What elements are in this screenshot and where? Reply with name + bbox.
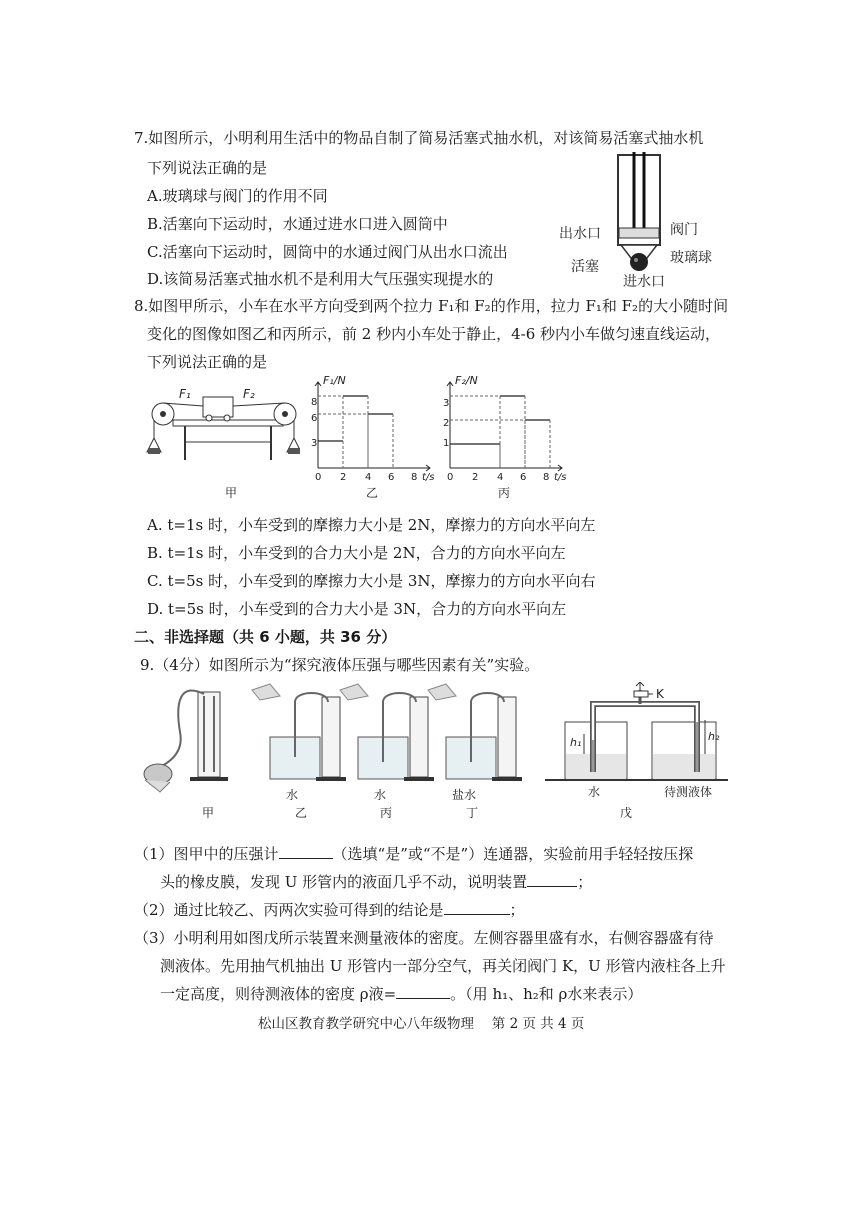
bing-xlabel: t/s [554,472,567,483]
label-outlet: 出水口 [559,226,601,242]
q9-stem: 9.（4分）如图所示为“探究液体压强与哪些因素有关”实验。 [140,656,540,674]
fig-ding-beaker [428,684,522,820]
q8-option-c: C. t=5s 时，小车受到的摩擦力大小是 3N，摩擦力的方向水平向右 [147,572,596,590]
caption-yi: 乙 [366,486,379,500]
label-water-wu: 水 [588,785,601,799]
q9-part3-line2: 测液体。先用抽气机抽出 U 形管内一部分空气，再关闭阀门 K，U 形管内液柱各上升 [160,957,726,975]
q9-part2 [134,899,525,921]
section2-title: 二、非选择题（共 6 小题，共 36 分） [134,628,397,646]
label-f2: F₂ [243,387,255,401]
bing-ytick-1: 1 [443,438,450,449]
q9-part3-text-d: 。（用 h₁、h₂和 ρ水来表示） [450,985,643,1003]
q9-part1-line1 [134,843,693,865]
bing-xtick-6: 6 [520,472,527,483]
q9-answer-blank-1[interactable] [279,844,333,859]
q9-answer-blank-3[interactable] [444,900,510,915]
q8-fig-jia [145,380,300,500]
fig-jia-manometer [144,690,228,820]
label-inlet: 进水口 [623,274,665,290]
q9-part1-line2 [160,871,592,893]
yi-xtick-0: 0 [315,472,322,483]
bing-xtick-4: 4 [497,472,504,483]
q9-part3-line3 [160,983,642,1005]
q7-stem-line2: 下列说法正确的是 [147,159,268,177]
q9-part2-text-b: ； [509,901,525,919]
yi-xtick-8: 8 [411,472,418,483]
bing-ytick-3: 3 [443,398,450,409]
label-jia: 甲 [202,806,215,820]
fig-wu-density-apparatus [545,682,728,820]
q7-option-b: B.活塞向下运动时，水通过进水口进入圆筒中 [147,215,448,233]
label-valve: 阀门 [670,222,698,238]
fig-bing-beaker [340,684,434,820]
q9-part1-text-c: 头的橡皮膜，发现 U 形管内的液面几乎不动，说明装置 [160,873,528,891]
q9-part3-text-c: 一定高度，则待测液体的密度 ρ液= [160,985,397,1003]
label-bing: 丙 [380,806,393,820]
q9-part1-text-b: （选填“是”或“不是”）连通器，实验前用手轻轻按压探 [332,845,694,863]
label-water-yi: 水 [286,788,299,802]
yi-xlabel: t/s [422,472,435,483]
label-ding: 丁 [466,806,479,820]
bing-ylabel: F₂/N [455,374,478,387]
yi-ytick-3: 3 [311,438,318,449]
label-brine: 盐水 [452,788,477,802]
q8-stem-line3: 下列说法正确的是 [147,353,268,371]
yi-ytick-6: 6 [311,413,318,424]
q9-answer-blank-2[interactable] [527,872,577,887]
q7-option-c: C.活塞向下运动时，圆筒中的水通过阀门从出水口流出 [147,243,508,261]
bing-xtick-0: 0 [447,472,454,483]
q8-stem-line1: 8.如图甲所示，小车在水平方向受到两个拉力 F₁和 F₂的作用，拉力 F₁和 F₂的大小随时间 [134,297,729,315]
q8-chart-yi [300,370,440,505]
q9-part3-line1: （3）小明利用如图戊所示装置来测量液体的密度。左侧容器里盛有水，右侧容器盛有待 [134,929,714,947]
bing-ytick-2: 2 [443,418,450,429]
fig-yi-beaker [252,684,346,820]
label-k: K [656,687,664,701]
label-f1: F₁ [179,387,191,401]
bing-xtick-8: 8 [543,472,550,483]
q9-figures [140,682,730,830]
caption-bing: 丙 [498,486,511,500]
label-glass-ball: 玻璃球 [670,250,712,266]
q9-answer-blank-4[interactable] [396,984,450,999]
label-piston: 活塞 [571,259,599,275]
q8-option-b: B. t=1s 时，小车受到的合力大小是 2N，合力的方向水平向左 [147,544,566,562]
yi-xtick-2: 2 [340,472,347,483]
q8-stem-line2: 变化的图像如图乙和丙所示，前 2 秒内小车处于静止，4-6 秒内小车做匀速直线运动， [147,325,721,343]
q8-option-d: D. t=5s 时，小车受到的合力大小是 3N，合力的方向水平向左 [147,600,567,618]
q7-option-d: D.该简易活塞式抽水机不是利用大气压强实现提水的 [147,270,494,288]
caption-jia: 甲 [225,486,238,500]
label-yi: 乙 [295,806,308,820]
label-h2: h₂ [708,730,720,743]
label-wu: 戊 [620,806,633,820]
q7-pump-figure [555,150,725,290]
yi-ylabel: F₁/N [323,374,346,387]
page-footer: 松山区教育教学研究中心八年级物理 第 2 页 共 4 页 [258,1016,585,1032]
q9-part1-text-d: ； [577,873,593,891]
yi-xtick-4: 4 [365,472,372,483]
q9-part2-text-a: （2）通过比较乙、丙两次实验可得到的结论是 [134,901,444,919]
yi-ytick-8: 8 [311,397,318,408]
q9-part1-text-a: （1）图甲中的压强计 [134,845,279,863]
label-water-bing: 水 [374,788,387,802]
q7-stem-line1: 7.如图所示，小明利用生活中的物品自制了简易活塞式抽水机，对该简易活塞式抽水机 [134,129,704,147]
q8-option-a: A. t=1s 时，小车受到的摩擦力大小是 2N，摩擦力的方向水平向左 [147,516,596,534]
label-h1: h₁ [570,736,582,749]
label-test-liquid: 待测液体 [664,785,713,799]
bing-xtick-2: 2 [472,472,479,483]
yi-xtick-6: 6 [388,472,395,483]
q7-option-a: A.玻璃球与阀门的作用不同 [147,187,328,205]
q8-chart-bing [432,370,572,505]
